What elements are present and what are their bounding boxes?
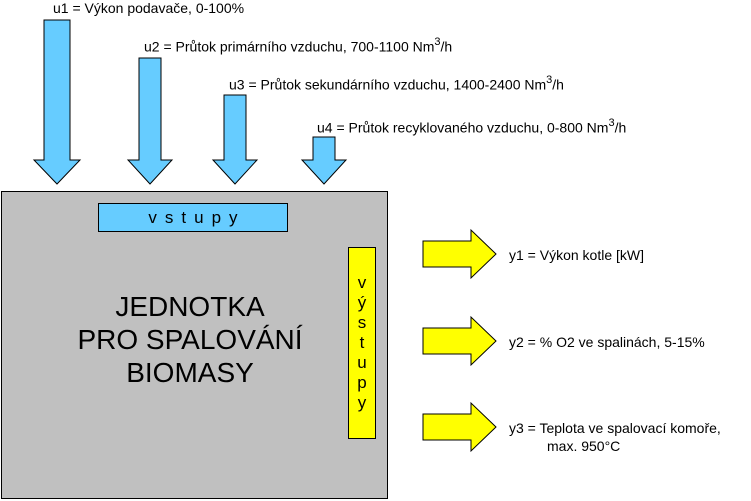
input-arrow-u2: [128, 58, 172, 184]
outputs-letter: u: [357, 353, 367, 372]
input-label-u1: u1 = Výkon podavače, 0-100%: [53, 0, 245, 16]
output-arrow-y3: [423, 403, 496, 451]
output-label-y2: y2 = % O2 ve spalinách, 5-15%: [509, 334, 705, 350]
output-label-y3: [509, 419, 721, 455]
outputs-letter: s: [357, 313, 367, 332]
unit-title-line-1: JEDNOTKA: [115, 291, 265, 322]
outputs-label-box: [348, 247, 376, 439]
output-arrow-y2: [423, 317, 496, 365]
input-arrow-u3: [213, 95, 257, 184]
outputs-letter: p: [357, 373, 367, 392]
outputs-letter: v: [357, 273, 367, 292]
unit-title: [40, 290, 340, 389]
output-label-y1: y1 = Výkon kotle [kW]: [509, 247, 644, 263]
input-label-u2: u2 = Průtok primárního vzduchu, 700-1100 Nm$^3$/h: [144, 36, 453, 55]
inputs-label-box: vstupy: [98, 203, 288, 232]
outputs-letter: y: [357, 393, 367, 412]
output-label-y3-line-1: y3 = Teplota ve spalovací komoře,: [509, 420, 721, 436]
outputs-letter: t: [359, 333, 365, 352]
output-arrow-y1: [423, 230, 496, 278]
input-arrow-u4: [302, 137, 346, 184]
input-arrow-u1: [34, 20, 80, 184]
output-label-y3-line-2: max. 950°C: [547, 438, 621, 454]
outputs-letter: ý: [357, 293, 367, 312]
input-label-u4: u4 = Průtok recyklovaného vzduchu, 0-800 Nm$^3$/h: [317, 117, 627, 136]
unit-title-line-2: PRO SPALOVÁNÍ: [77, 324, 303, 355]
unit-title-line-3: BIOMASY: [126, 357, 254, 388]
input-label-u3: u3 = Průtok sekundárního vzduchu, 1400-2400 Nm$^3$/h: [229, 74, 564, 93]
